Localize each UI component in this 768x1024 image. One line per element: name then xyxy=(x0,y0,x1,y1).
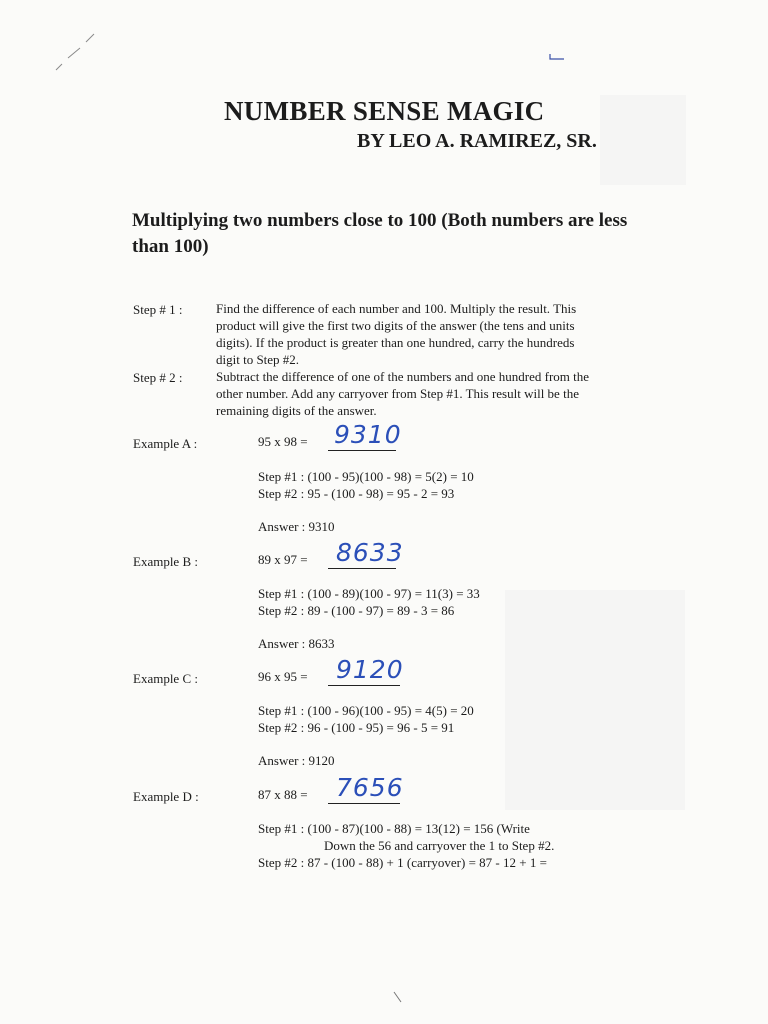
handwritten-answer: 9310 xyxy=(334,420,402,449)
answer-blank xyxy=(328,803,400,804)
step-2-line: Subtract the difference of one of the numbers and one hundred from the xyxy=(216,369,590,384)
example-b-answer: Answer : 8633 xyxy=(258,636,335,651)
example-b-step: Step #2 : 89 - (100 - 97) = 89 - 3 = 86 xyxy=(258,603,455,618)
step-2-label: Step # 2 : xyxy=(133,370,183,385)
example-a-step: Step #2 : 95 - (100 - 98) = 95 - 2 = 93 xyxy=(258,486,455,501)
stray-pen-mark xyxy=(50,30,100,75)
document-title: NUMBER SENSE MAGIC xyxy=(224,96,545,126)
handwritten-answer: 8633 xyxy=(336,538,404,567)
example-c-label: Example C : xyxy=(133,671,198,686)
example-a-answer: Answer : 9310 xyxy=(258,519,335,534)
example-d-step: Down the 56 and carryover the 1 to Step #2. xyxy=(324,838,555,853)
stray-pen-mark xyxy=(392,990,404,1004)
author-line: BY LEO A. RAMIREZ, SR. xyxy=(357,130,597,152)
step-1-line: product will give the first two digits of the answer (the tens and units xyxy=(216,318,575,333)
example-d-problem: 87 x 88 = xyxy=(258,787,308,802)
answer-blank xyxy=(328,450,396,451)
example-b-label: Example B : xyxy=(133,554,198,569)
corner-mark xyxy=(548,52,568,64)
section-heading: Multiplying two numbers close to 100 (Both numbers are less than 100) xyxy=(132,210,628,257)
step-2-line: remaining digits of the answer. xyxy=(216,403,377,418)
handwritten-answer: 9120 xyxy=(336,655,404,684)
example-c-step: Step #2 : 96 - (100 - 95) = 96 - 5 = 91 xyxy=(258,720,455,735)
answer-blank xyxy=(328,685,400,686)
example-b-problem: 89 x 97 = xyxy=(258,552,308,567)
step-2-line: other number. Add any carryover from Step #1. This result will be the xyxy=(216,386,579,401)
bleed-through-shade xyxy=(505,590,685,810)
bleed-through-shade xyxy=(600,95,686,185)
handwritten-answer: 7656 xyxy=(336,773,404,802)
example-d-label: Example D : xyxy=(133,789,199,804)
step-1-line: digit to Step #2. xyxy=(216,352,300,367)
example-a-label: Example A : xyxy=(133,436,198,451)
example-c-answer: Answer : 9120 xyxy=(258,753,335,768)
answer-blank xyxy=(328,568,396,569)
step-1-label: Step # 1 : xyxy=(133,302,183,317)
step-1-line: Find the difference of each number and 100. Multiply the result. This xyxy=(216,301,577,316)
example-a-problem: 95 x 98 = xyxy=(258,434,308,449)
example-d-step: Step #1 : (100 - 87)(100 - 88) = 13(12) = 156 (Write xyxy=(258,821,530,836)
example-a-step: Step #1 : (100 - 95)(100 - 98) = 5(2) = 10 xyxy=(258,469,474,484)
example-c-step: Step #1 : (100 - 96)(100 - 95) = 4(5) = 20 xyxy=(258,703,474,718)
example-b-step: Step #1 : (100 - 89)(100 - 97) = 11(3) = 33 xyxy=(258,586,480,601)
step-1-line: digits). If the product is greater than one hundred, carry the hundreds xyxy=(216,335,575,350)
example-c-problem: 96 x 95 = xyxy=(258,669,308,684)
example-d-step: Step #2 : 87 - (100 - 88) + 1 (carryover) = 87 - 12 + 1 = xyxy=(258,855,547,870)
